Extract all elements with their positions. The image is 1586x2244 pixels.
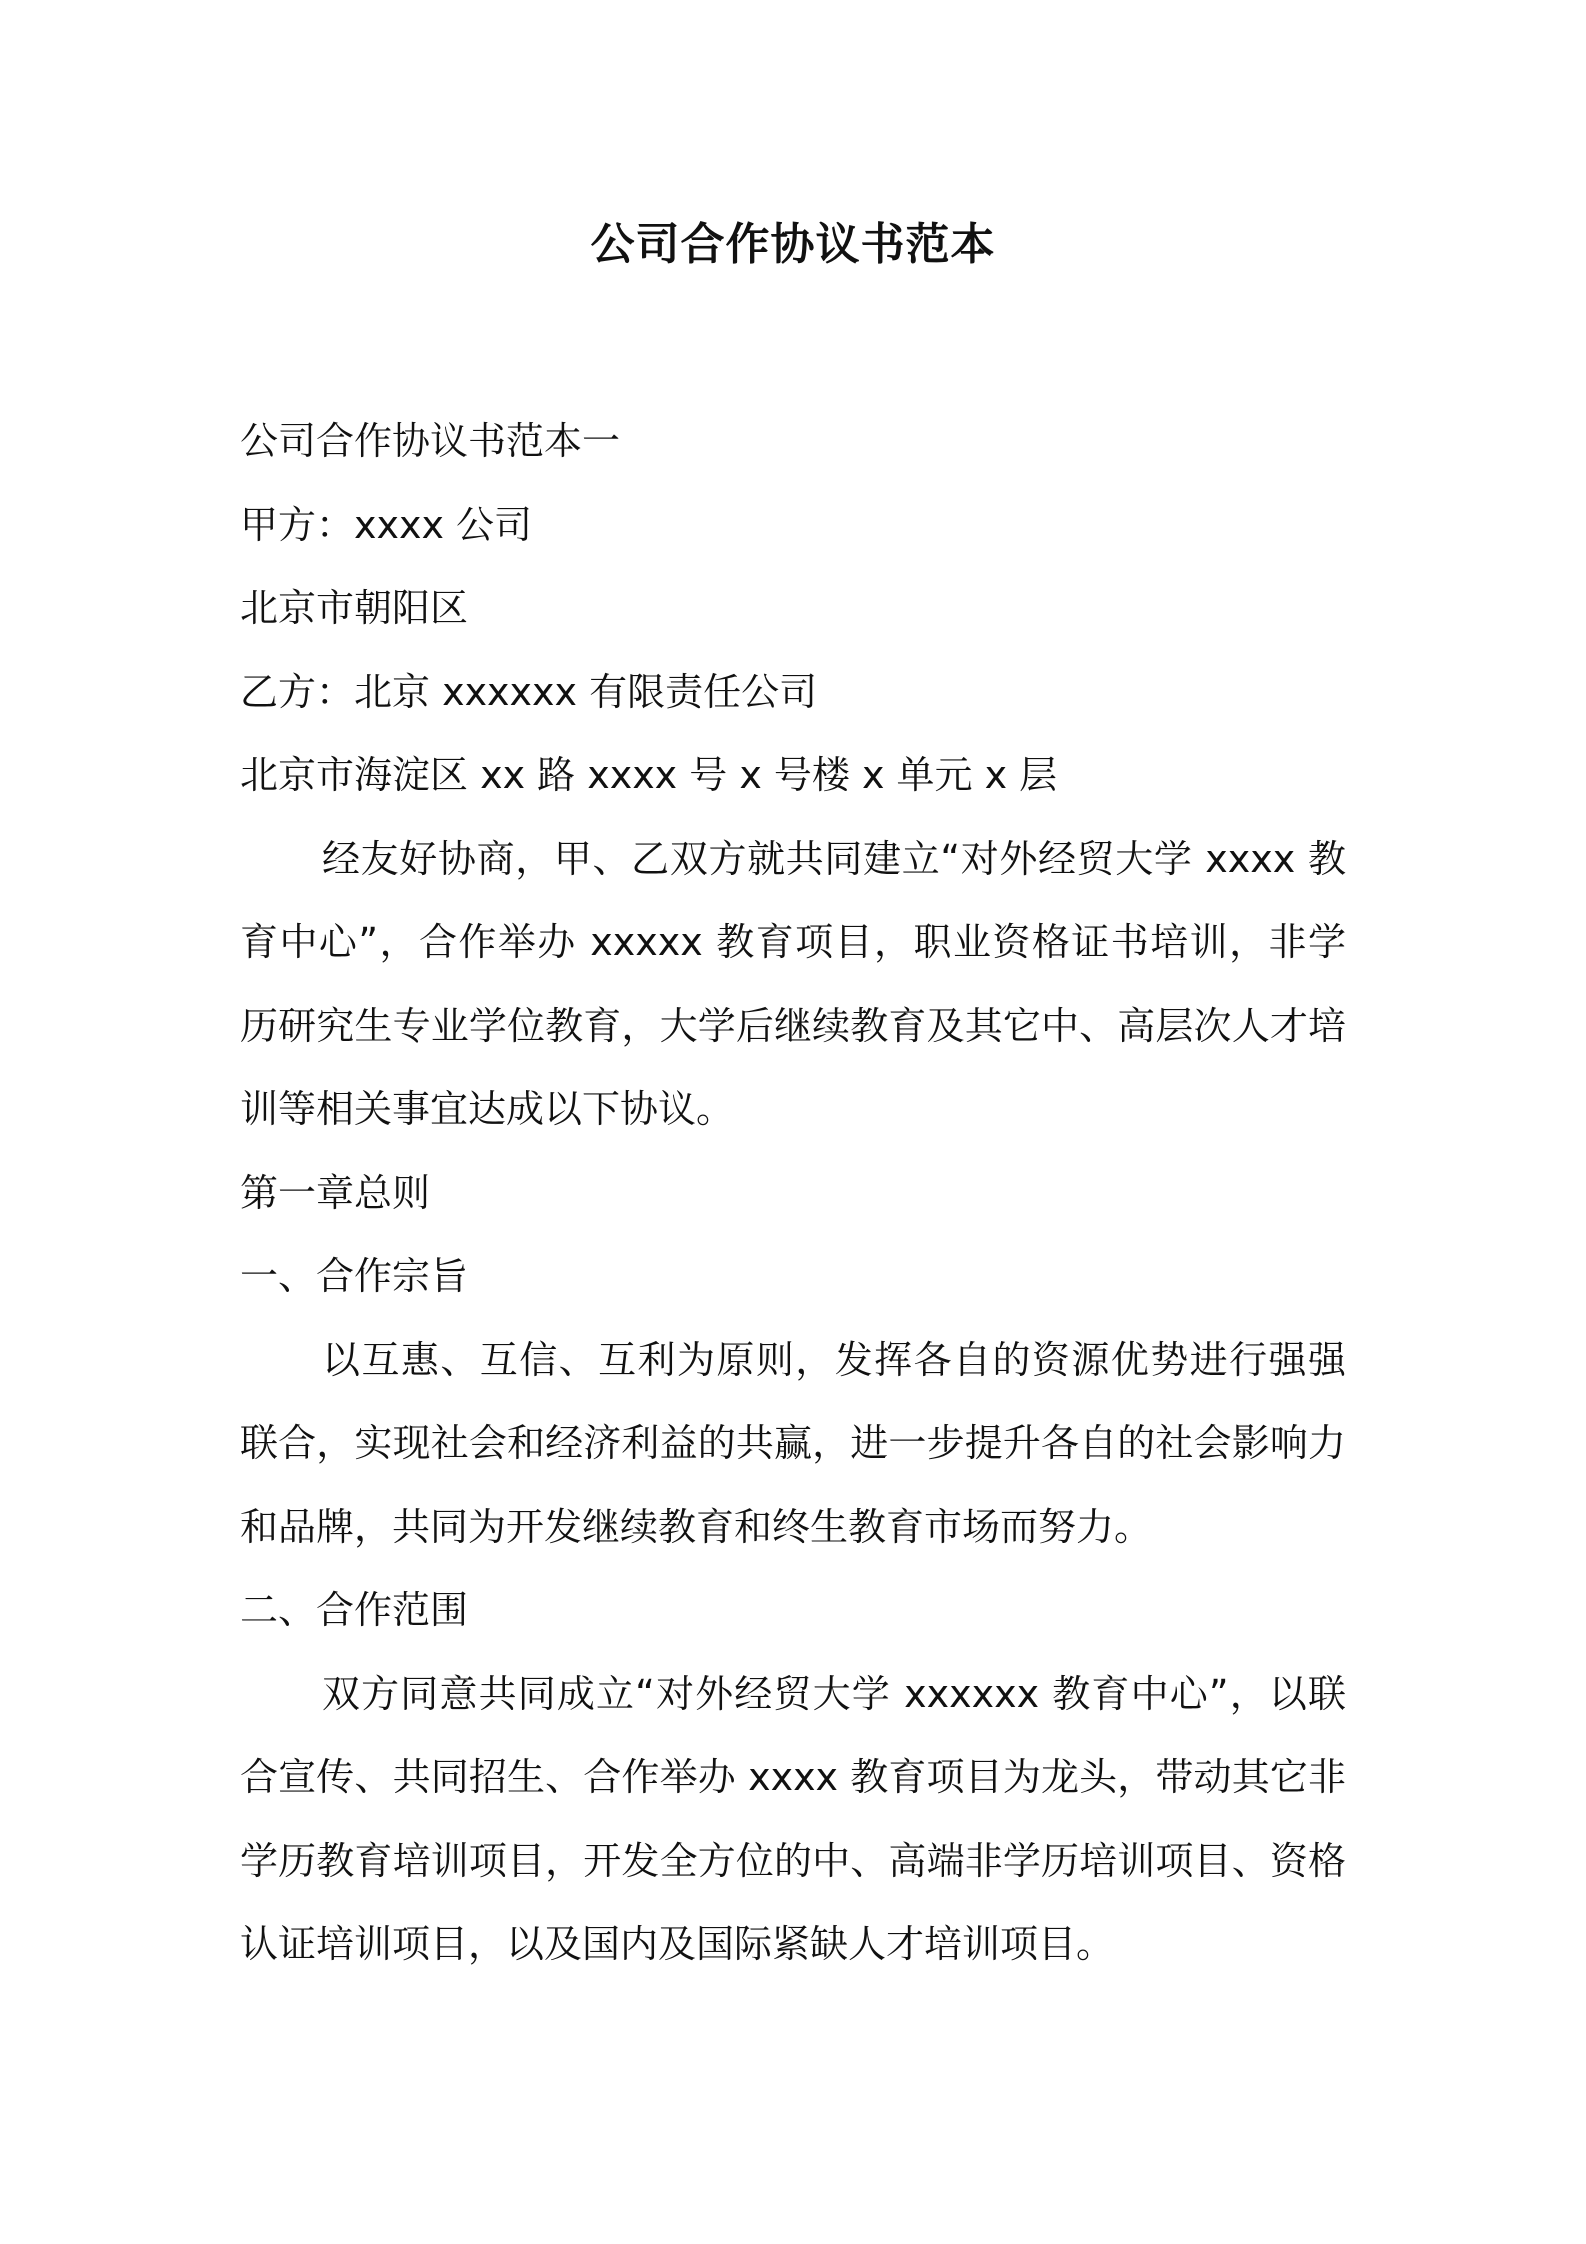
- party-b-address: 北京市海淀区 xx 路 xxxx 号 x 号楼 x 单元 x 层: [240, 753, 1058, 797]
- document-title: 公司合作协议书范本: [590, 219, 996, 270]
- document-body: [240, 400, 1346, 1987]
- party-b-line: 乙方：北京 xxxxxx 有限责任公司: [240, 669, 818, 714]
- party-a-address: 北京市朝阳区: [240, 586, 469, 630]
- section1-paragraph: 以互惠、互信、互利为原则，发挥各自的资源优势进行强强联合，实现社会和经济利益的共赢，进一步提升各自的社会影响力和品牌，共同为开发继续教育和终生教育市场而努力。: [240, 1337, 1346, 1549]
- section2-heading: 二、合作范围: [240, 1588, 469, 1632]
- section1-heading: 一、合作宗旨: [240, 1254, 469, 1298]
- section2-paragraph: 双方同意共同成立“对外经贸大学 xxxxxx 教育中心”，以联合宣传、共同招生、合作举办 xxxx 教育项目为龙头，带动其它非学历教育培训项目，开发全方位的中、高端非学历培训项目、资格认证培训项目，以及国内及国际紧缺人才培训项目。: [240, 1671, 1346, 1966]
- party-a-line: 甲方：xxxx 公司: [240, 502, 533, 547]
- subtitle: 公司合作协议书范本一: [240, 419, 621, 463]
- intro-paragraph: 经友好协商，甲、乙双方就共同建立“对外经贸大学 xxxx 教育中心”，合作举办 xxxxx 教育项目，职业资格证书培训，非学历研究生专业学位教育，大学后继续教育及其它中、高层次人才培训等相关事宜达成以下协议。: [240, 836, 1346, 1131]
- chapter-heading: 第一章总则: [240, 1170, 431, 1215]
